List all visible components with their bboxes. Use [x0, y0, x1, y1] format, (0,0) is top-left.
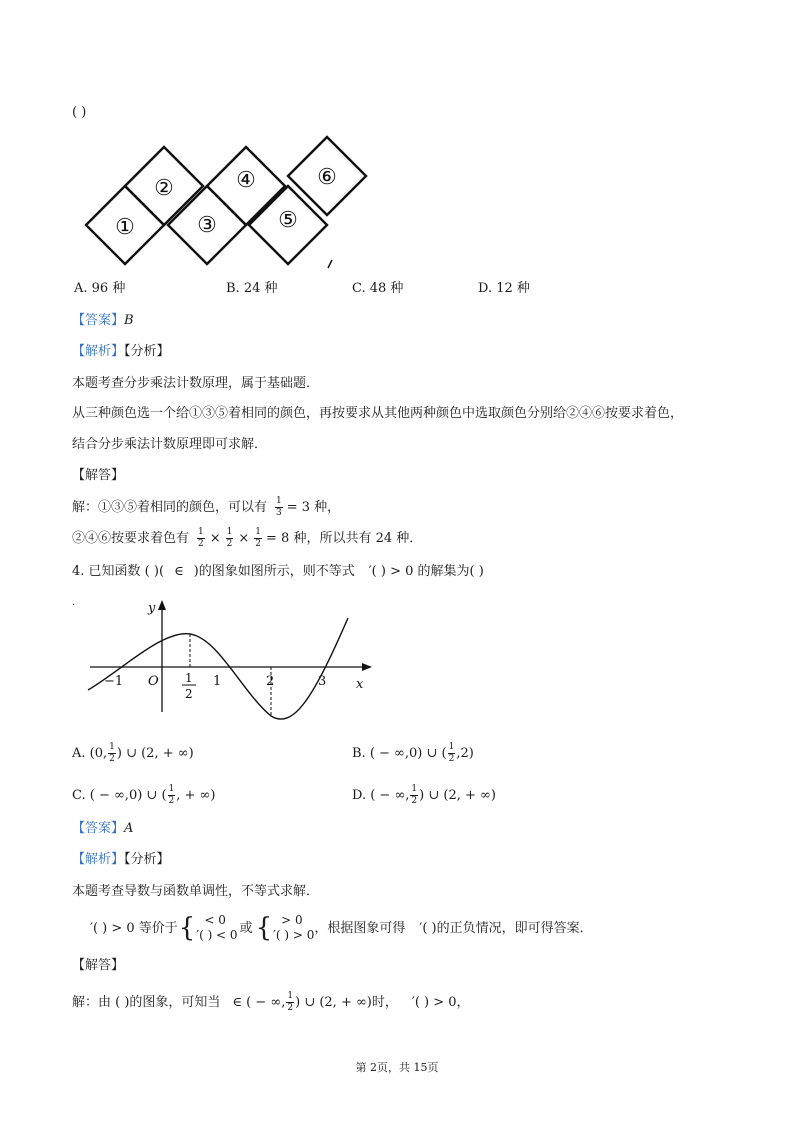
q3-analysis-line3: 结合分步乘法计数原理即可求解．	[72, 437, 268, 452]
y-axis-arrow	[158, 600, 166, 610]
q3-solution-line1	[72, 496, 340, 518]
q3-solution-line2	[72, 527, 422, 549]
q4-option-b: B. ( − ∞,0) ∪ ( $\frac{1}{2}$ ,2)	[352, 741, 474, 764]
page-footer: 第 2页，共 15页	[355, 1061, 439, 1074]
analysis-tag: 【解析】	[72, 852, 125, 867]
q4-option-c: C. ( − ∞,0) ∪ ( $\frac{1}{2}$ , + ∞)	[72, 783, 216, 806]
q3-diamond-grid	[74, 128, 374, 270]
analysis-sub: 【分析】	[124, 852, 170, 867]
q3-option-c: C. 48 种	[352, 281, 404, 296]
answer-tag: 【答案】	[72, 313, 125, 328]
svg-text:·: ·	[72, 600, 76, 611]
grid-label-1: ①	[115, 215, 135, 240]
q3-option-a: A. 96 种	[74, 281, 126, 296]
sol1-text-a: 解：①③⑤着相同的颜色，可以有	[72, 499, 268, 515]
sol2-text-a: ②④⑥按要求着色有	[72, 530, 190, 546]
tick-half-num: 1	[185, 671, 193, 685]
grid-label-3: ③	[197, 213, 217, 238]
q3-analysis-header	[72, 345, 170, 358]
grid-label-6: ⑥	[317, 165, 337, 190]
q3-answer	[72, 314, 134, 327]
analysis-sub: 【分析】	[124, 344, 170, 359]
sol2-text-b: = 8 种，所以共有 24 种．	[266, 530, 423, 546]
answer-value: B	[124, 313, 134, 328]
answer-tag: 【答案】	[72, 821, 125, 836]
grid-label-4: ④	[236, 168, 256, 193]
q4-solution-line: 解：由 ( )的图象，可知当 ∈ ( − ∞, $\frac{1}{2}$ ) ∪ (2, + ∞)时， ′( ) > 0，	[72, 990, 470, 1013]
q3-option-b: B. 24 种	[226, 281, 278, 296]
fraction: $\frac{1}{2}$	[168, 783, 175, 806]
q3-analysis-line1: 本题考查分步乘法计数原理，属于基础题．	[72, 376, 320, 391]
fraction: $\frac{1}{2}$	[255, 526, 262, 549]
x-axis-arrow	[362, 663, 372, 671]
x-axis-label: x	[356, 677, 364, 692]
fraction: $\frac{1}{2}$	[411, 783, 418, 806]
q4-option-a: A. (0, $\frac{1}{2}$ ) ∪ (2, + ∞)	[72, 741, 194, 764]
fraction: $\frac{1}{2}$	[226, 526, 233, 549]
origin-label: O	[148, 674, 159, 689]
sol1-text-b: = 3 种，	[286, 499, 341, 515]
times-sign: ×	[209, 530, 221, 546]
grid-label-5: ⑤	[278, 208, 298, 233]
q4-solution-tag: 【解答】	[72, 958, 125, 973]
tick-neg1: −1	[104, 674, 124, 689]
tick-1: 1	[213, 674, 222, 689]
grid-label-2: ②	[154, 176, 174, 201]
left-brace: {	[255, 913, 273, 943]
cases-1: < 0 ′( ) < 0	[196, 913, 238, 942]
q3-option-d: D. 12 种	[478, 281, 530, 296]
fraction: $\frac{1}{2}$	[448, 741, 455, 764]
tick-2: 2	[266, 674, 275, 689]
q4-analysis-header	[72, 853, 170, 866]
q4-analysis-line1: 本题考查导数与函数单调性，不等式求解．	[72, 884, 320, 899]
q3-paren: ( )	[72, 105, 87, 120]
fraction: $\frac{1}{3}$	[276, 495, 282, 518]
q4-answer	[72, 822, 133, 835]
q4-option-d: D. ( − ∞, $\frac{1}{2}$ ) ∪ (2, + ∞)	[352, 783, 496, 806]
fraction: $\frac{1}{2}$	[198, 526, 204, 549]
q4-analysis-equation: ′( ) > 0 等价于 { < 0 ′( ) < 0 或 { > 0 ′( ) > 0 ，根据图象可得 ′( )的正负情况，即可得答案．	[90, 913, 593, 943]
analysis-tag: 【解析】	[72, 344, 125, 359]
q3-analysis-line2: 从三种颜色选一个给①③⑤着相同的颜色，再按要求从其他两种颜色中选取颜色分别给②④⑥按要求着色，	[72, 406, 684, 421]
y-axis-label: y	[148, 601, 156, 616]
answer-value: A	[124, 821, 134, 836]
q3-solution-tag: 【解答】	[72, 468, 125, 483]
times-sign: ×	[238, 530, 250, 546]
q4-stem: 4. 已知函数 ( )( ∈ )的图象如图所示，则不等式 ′( ) > 0 的解集为( )	[72, 564, 484, 579]
function-curve	[88, 618, 348, 719]
q4-function-graph	[72, 596, 382, 720]
tick-3: 3	[318, 674, 327, 689]
cases-2: > 0 ′( ) > 0	[273, 913, 315, 942]
fraction: $\frac{1}{2}$	[109, 741, 115, 764]
left-brace: {	[178, 913, 196, 943]
tick-half-den: 2	[185, 687, 193, 701]
fraction: $\frac{1}{2}$	[287, 990, 294, 1013]
